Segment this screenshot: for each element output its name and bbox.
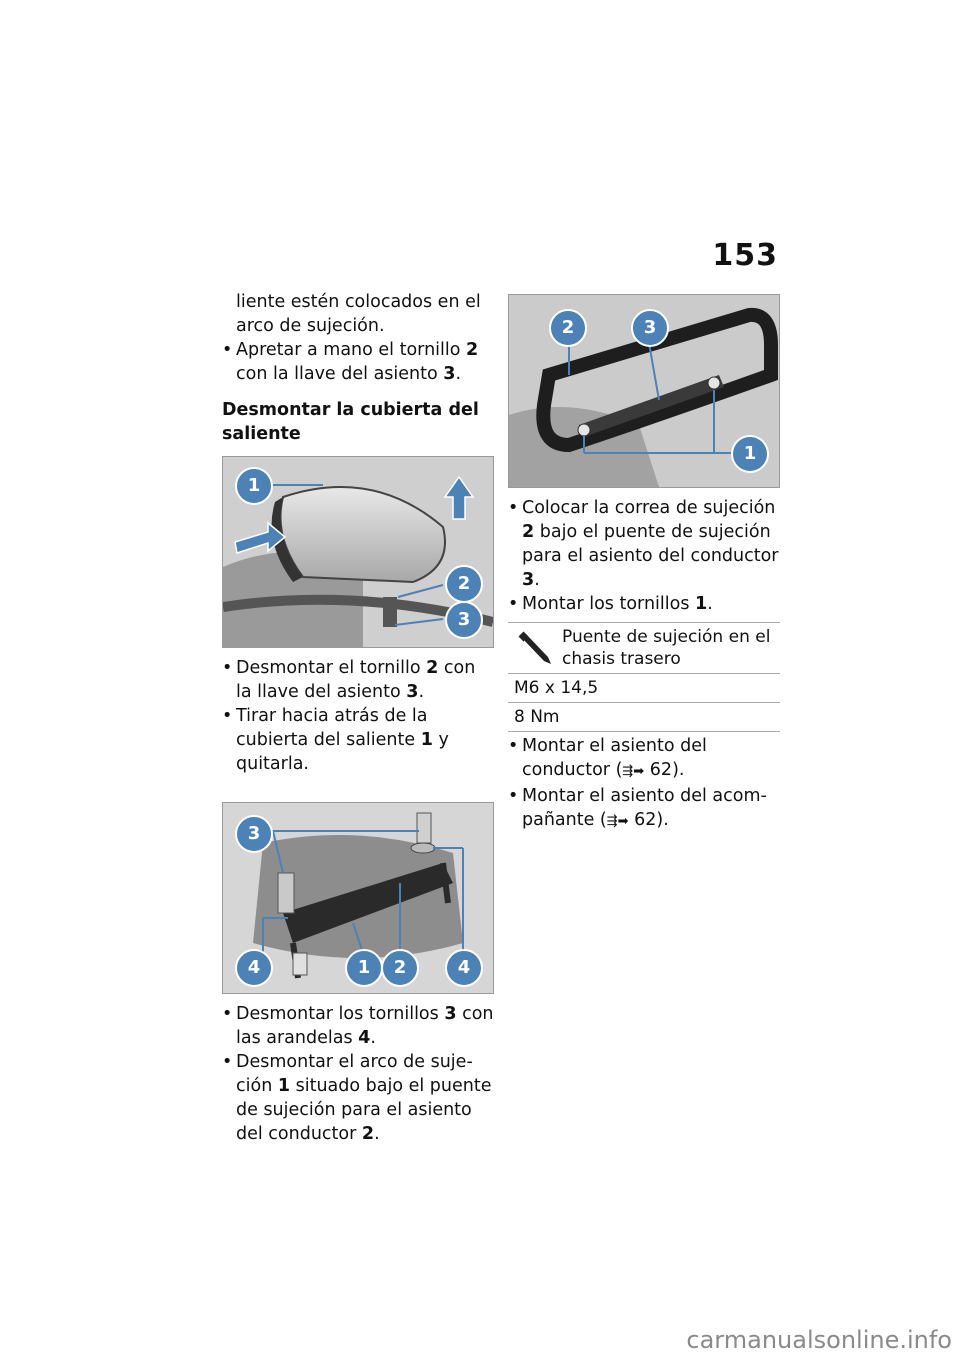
torque-spec-table xyxy=(508,622,780,732)
page-number: 153 xyxy=(712,238,778,273)
step-remove-screw: • Desmontar el tornillo 2 con la llave del asiento 3. xyxy=(222,656,494,704)
callout-1: 1 xyxy=(235,467,273,505)
callout-1: 1 xyxy=(731,435,769,473)
step-place-strap: • Colocar la correa de sujeción 2 bajo el puente de sujeción para el asiento del conductor 3. xyxy=(508,496,780,592)
step-tighten-screw: • Apretar a mano el tornillo 2 con la llave del asiento 3. xyxy=(222,338,494,386)
callout-2: 2 xyxy=(549,309,587,347)
right-column xyxy=(508,294,780,834)
continued-text-line2: arco de sujeción. xyxy=(236,316,385,336)
figure-install-strap xyxy=(508,294,780,488)
callout-3: 3 xyxy=(631,309,669,347)
callout-3: 3 xyxy=(445,601,483,639)
callout-2: 2 xyxy=(381,949,419,987)
step-pull-cover: • Tirar hacia atrás de la cubierta del saliente 1 y quitarla. xyxy=(222,704,494,776)
page-reference-arrow-icon: ⇶➡ xyxy=(606,814,629,829)
continued-text-line1: liente estén colocados en el xyxy=(236,292,481,312)
torque-spec-value: 8 Nm xyxy=(508,703,780,732)
callout-1: 1 xyxy=(345,949,383,987)
section-heading: Desmontar la cubierta del saliente xyxy=(222,400,479,444)
torque-spec-title: Puente de sujeción en el chasis trasero xyxy=(562,627,771,669)
step-mount-rider-seat: • Montar el asiento del conductor (⇶➡ 62). xyxy=(508,734,780,784)
callout-4-right: 4 xyxy=(445,949,483,987)
step-mount-screws: • Montar los tornillos 1. xyxy=(508,592,780,616)
callout-4-left: 4 xyxy=(235,949,273,987)
torque-spec-header xyxy=(508,623,780,674)
step-remove-screws: • Desmontar los tornillos 3 con las arandelas 4. xyxy=(222,1002,494,1050)
torque-wrench-icon xyxy=(518,631,554,667)
figure-remove-cover xyxy=(222,456,494,648)
torque-spec-size: M6 x 14,5 xyxy=(508,674,780,703)
step-remove-arch: • Desmontar el arco de sujeción 1 situado bajo el puente de sujeción para el asiento del conductor 2. xyxy=(222,1050,494,1146)
callout-2: 2 xyxy=(445,565,483,603)
watermark-footer: carmanualsonline.info xyxy=(686,1326,952,1354)
callout-3: 3 xyxy=(235,815,273,853)
left-column xyxy=(222,290,494,1146)
page-reference-arrow-icon: ⇶➡ xyxy=(622,764,645,779)
step-mount-passenger-seat: • Montar el asiento del acompañante (⇶➡ 62). xyxy=(508,784,780,834)
figure-remove-arch xyxy=(222,802,494,994)
